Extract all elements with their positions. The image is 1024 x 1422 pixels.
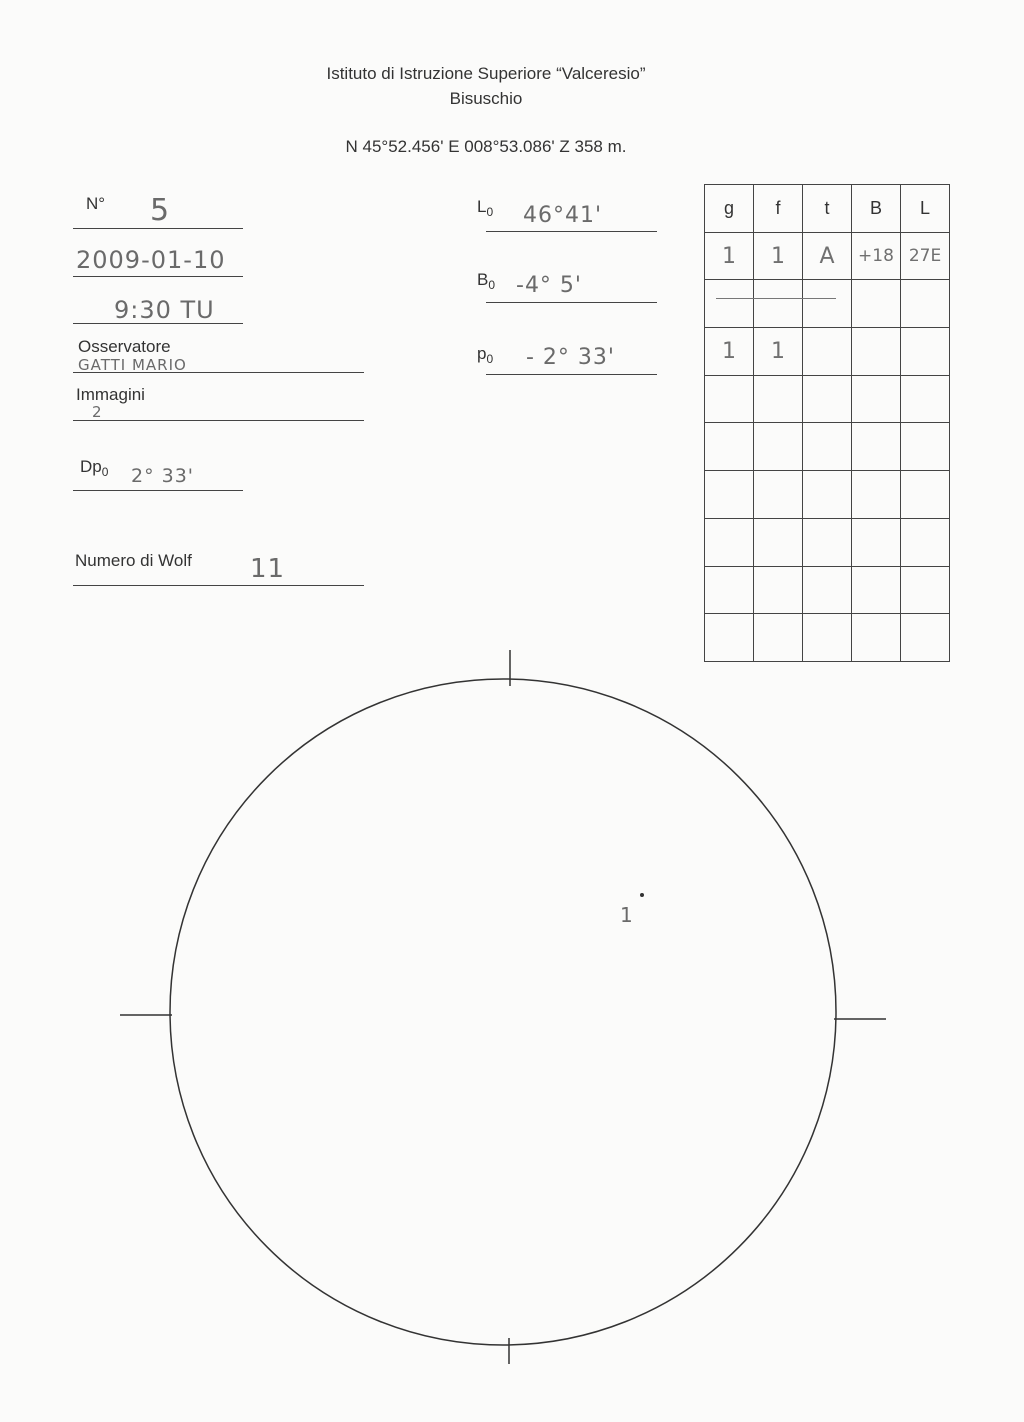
date-value: 2009-01-10 (76, 246, 226, 274)
table-cell: 1 (754, 328, 803, 376)
b0-label: $B_0$ (477, 270, 496, 292)
time-value: 9:30 TU (114, 296, 215, 324)
column-header-f: f (754, 185, 803, 233)
p0-value: - 2° 33' (526, 345, 615, 370)
solar-disk-outline (170, 679, 836, 1345)
wolf-label: Numero di Wolf (75, 551, 192, 570)
observer-label: Osservatore (78, 337, 171, 356)
table-cell: 1 (754, 232, 803, 280)
l0-value: 46°41' (523, 203, 603, 228)
number-value: 5 (150, 193, 171, 228)
sunspot-group-label: 1 (620, 903, 633, 927)
observer-value: GATTI MARIO (78, 356, 187, 374)
town-name: Bisuschio (449, 89, 523, 108)
column-header-b: B (852, 185, 901, 233)
dp-value: 2° 33' (131, 465, 195, 487)
dp-label: $Dp_0$ (80, 457, 109, 479)
table-cell: 27E (901, 232, 950, 280)
column-header-l: L (901, 185, 950, 233)
table-cell: +18 (852, 232, 901, 280)
wolf-value: 11 (250, 554, 286, 584)
sunspot-dot (640, 893, 644, 897)
table-cell: 1 (705, 328, 754, 376)
number-label: N° (86, 194, 106, 213)
column-header-g: g (705, 185, 754, 233)
images-value: 2 (92, 403, 103, 421)
l0-label: $L_0$ (477, 197, 494, 219)
images-label: Immagini (76, 385, 145, 404)
table-cell: A (803, 232, 852, 280)
observatory-coordinates: N 45°52.456' E 008°53.086' Z 358 m. (345, 137, 627, 156)
column-header-t: t (803, 185, 852, 233)
table-cell: 1 (705, 232, 754, 280)
p0-label: $p_0$ (477, 344, 494, 366)
b0-value: -4° 5' (516, 273, 582, 298)
institute-name: Istituto di Istruzione Superiore “Valceresio” (326, 64, 646, 83)
